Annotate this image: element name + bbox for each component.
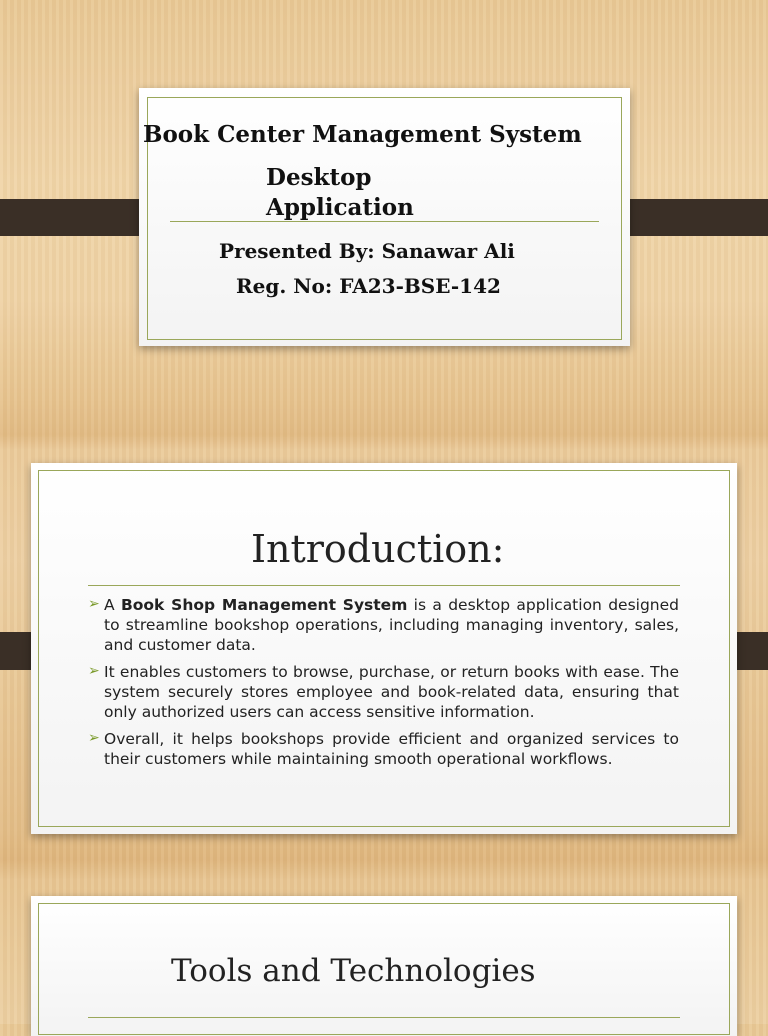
arrow-bullet-icon: ➢	[88, 730, 100, 746]
intro-bullet-list	[88, 595, 679, 776]
slide1-presenter: Presented By: Sanawar Ali	[219, 239, 515, 263]
slide3-title: Tools and Technologies	[171, 953, 536, 989]
arrow-bullet-icon: ➢	[88, 596, 100, 612]
slide1-title-rule	[170, 221, 599, 222]
list-item: ➢ Overall, it helps bookshops provide efficient and organized services to their customers while maintaining smooth operational workflows.	[88, 730, 679, 768]
slide2-title: Introduction:	[251, 527, 505, 571]
slide1-left-band	[0, 199, 155, 236]
slide2-title-rule	[88, 585, 680, 586]
slide1-right-band	[613, 199, 768, 236]
slide3-title-rule	[88, 1017, 680, 1018]
slide1-subtitle-line2: Application	[266, 194, 414, 221]
slide1-title: Book Center Management System	[143, 121, 582, 148]
list-item: ➢ A Book Shop Management System is a desktop application designed to streamline bookshop operations, including managing inventory, sales, and customer data.	[88, 596, 679, 654]
list-item: ➢ It enables customers to browse, purchase, or return books with ease. The system securely stores employee and book-related data, ensuring that only authorized users can access sensitive information.	[88, 663, 679, 721]
system-name-bold: Book Shop Management System	[120, 596, 408, 614]
slide1-reg-number: Reg. No: FA23-BSE-142	[236, 274, 501, 298]
slide1-subtitle-line1: Desktop	[266, 164, 372, 191]
arrow-bullet-icon: ➢	[88, 663, 100, 679]
